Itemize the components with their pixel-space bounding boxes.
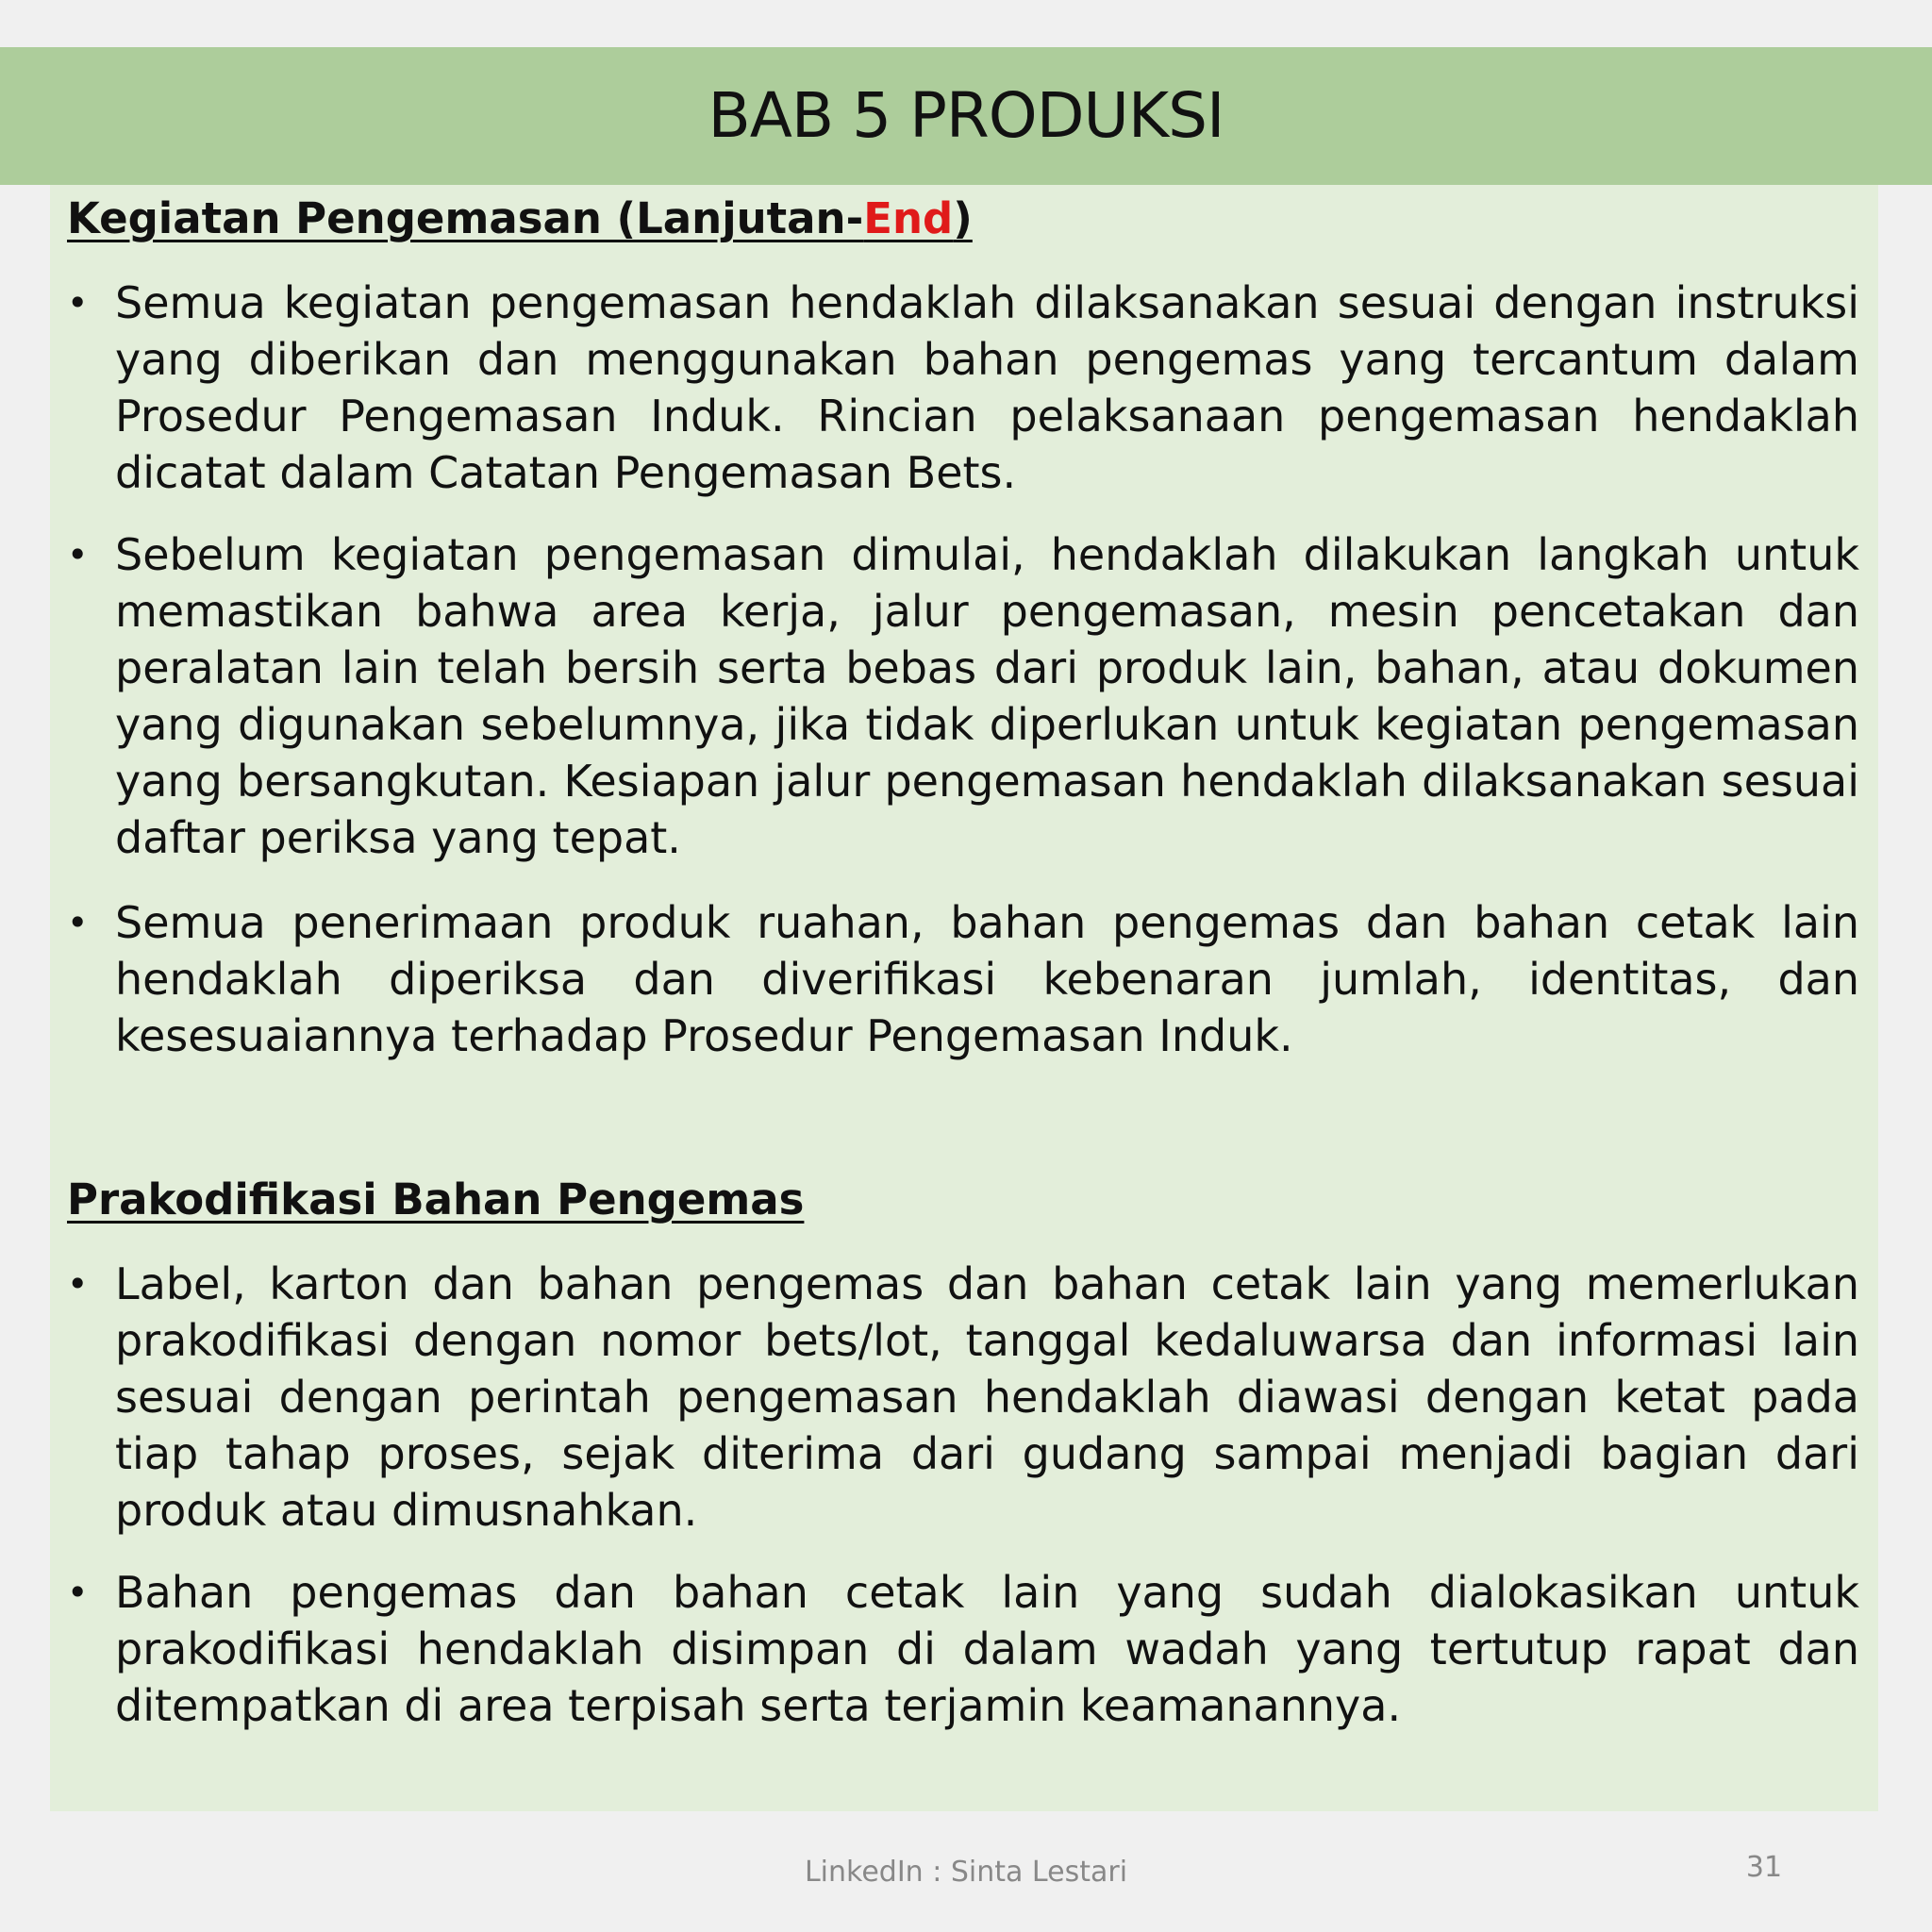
list-item-text: Semua kegiatan pengemasan hendaklah dilaksanakan sesuai dengan instruksi yang diberikan dan menggunakan bahan pengemas yang tercantum dalam Prosedur Pengemasan Induk. Rincian pelaksanaan pengemasan hendaklah dicatat dalam Catatan Pengemasan Bets. (115, 277, 1859, 498)
heading-prefix: Kegiatan Pengemasan (Lanjutan- (67, 193, 864, 243)
list-item-text: Semua penerimaan produk ruahan, bahan pengemas dan bahan cetak lain hendaklah diperiksa dan diverifikasi kebenaran jumlah, identitas, dan kesesuaiannya terhadap Prosedur Pengemasan Induk. (115, 897, 1859, 1061)
bullet-icon: • (67, 902, 89, 943)
list-item-text: Label, karton dan bahan pengemas dan bahan cetak lain yang memerlukan prakodifikasi dengan nomor bets/lot, tanggal kedaluwarsa dan informasi lain sesuai dengan perintah pengemasan hendaklah diawasi dengan ketat pada tiap tahap proses, sejak diterima dari gudang sampai menjadi bagian dari produk atau dimusnahkan. (115, 1258, 1859, 1536)
bullet-icon: • (67, 534, 89, 575)
section-heading-prakodifikasi: Prakodifikasi Bahan Pengemas (67, 1174, 805, 1224)
footer-credit: LinkedIn : Sinta Lestari (804, 1856, 1128, 1889)
bullet-icon: • (67, 1572, 89, 1613)
bullet-icon: • (67, 282, 89, 324)
heading-accent: End (863, 193, 954, 243)
list-item-text: Sebelum kegiatan pengemasan dimulai, hendaklah dilakukan langkah untuk memastikan bahwa area kerja, jalur pengemasan, mesin pencetakan dan peralatan lain telah bersih serta bebas dari produk lain, bahan, atau dokumen yang digunakan sebelumnya, jika tidak diperlukan untuk kegiatan pengemasan yang bersangkutan. Kesiapan jalur pengemasan hendaklah dilaksanakan sesuai daftar periksa yang tepat. (115, 529, 1859, 863)
section-heading-kegiatan-pengemasan (67, 192, 973, 245)
bullet-icon: • (67, 1263, 89, 1305)
page-title: BAB 5 PRODUKSI (708, 79, 1224, 152)
list-item-text: Bahan pengemas dan bahan cetak lain yang sudah dialokasikan untuk prakodifikasi hendaklah disimpan di dalam wadah yang tertutup rapat dan ditempatkan di area terpisah serta terjamin keamanannya. (115, 1567, 1859, 1731)
heading-suffix: ) (953, 193, 973, 243)
page-number: 31 (1745, 1851, 1783, 1884)
